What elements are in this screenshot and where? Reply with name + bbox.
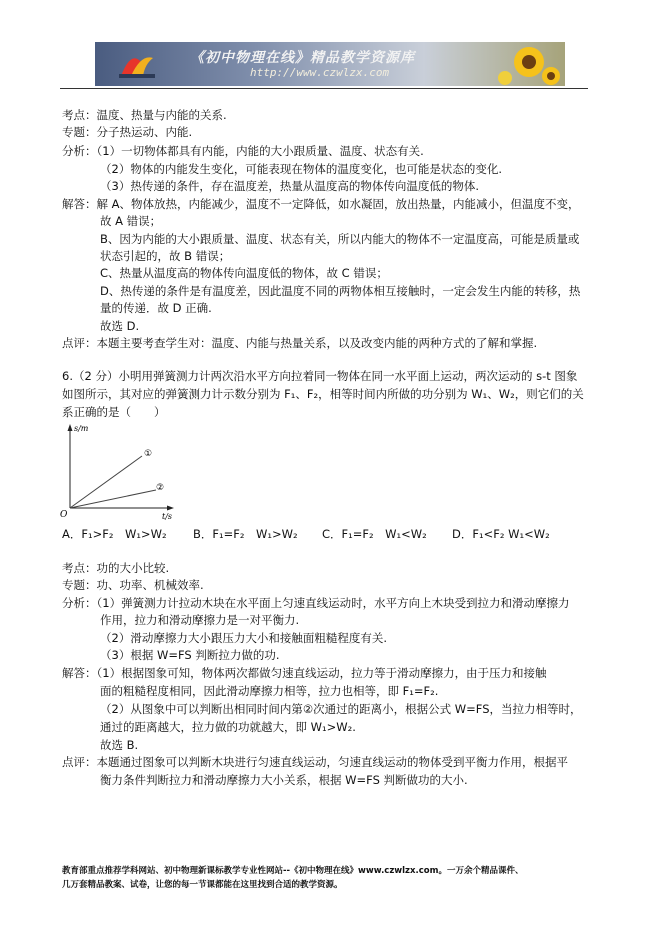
q6-dianping-1: 点评：本题通过图象可以判断木块进行匀速直线运动，匀速直线运动的物体受到平衡力作用，根据平 bbox=[62, 755, 568, 769]
q6-option-d: D．F₁<F₂ W₁<W₂ bbox=[452, 527, 550, 541]
q5-jieda-4: 状态引起的，故 B 错误； bbox=[100, 249, 231, 263]
graph-y-label: s/m bbox=[74, 424, 89, 433]
q5-jieda-6: D、热传递的条件是有温度差，因此温度不同的两物体相互接触时，一定会发生内能的转移，热 bbox=[100, 284, 581, 298]
q5-dianping: 点评：本题主要考查学生对：温度、内能与热量关系，以及改变内能的两种方式的了解和掌握. bbox=[62, 336, 538, 350]
q6-fenxi-4: （3）根据 W=FS 判断拉力做的功. bbox=[100, 648, 280, 662]
q6-jieda-3: （2）从图象中可以判断出相同时间内第②次通过的距离小，根据公式 W=FS，当拉力相等时， bbox=[100, 702, 582, 716]
banner-url: http://www.czwlzx.com bbox=[250, 66, 390, 79]
graph-x-label: t/s bbox=[162, 512, 173, 520]
q6-option-c: C．F₁=F₂ W₁<W₂ bbox=[322, 527, 427, 541]
st-graph bbox=[58, 420, 178, 520]
q5-zhuanti: 专题：分子热运动、内能. bbox=[62, 125, 193, 139]
q5-fenxi-2: （2）物体的内能发生变化，可能表现在物体的温度变化，也可能是状态的变化. bbox=[100, 162, 502, 176]
q5-fenxi-1: 分析：（1）一切物体都具有内能，内能的大小跟质量、温度、状态有关. bbox=[62, 144, 424, 158]
q5-jieda-3: B、因为内能的大小跟质量、温度、状态有关，所以内能大的物体不一定温度高，可能是质量或 bbox=[100, 232, 580, 246]
q6-stem-1: 6.（2 分）小明用弹簧测力计两次沿水平方向拉着同一物体在同一水平面上运动，两次运动的 s-t 图象 bbox=[62, 369, 578, 383]
q6-fenxi-2: 作用，拉力和滑动摩擦力是一对平衡力. bbox=[100, 613, 300, 627]
graph-origin: O bbox=[60, 510, 68, 520]
header-divider bbox=[60, 88, 588, 89]
banner-title: 《初中物理在线》精品教学资源库 bbox=[190, 50, 415, 66]
q6-stem-2: 如图所示，其对应的弹簧测力计示数分别为 F₁、F₂，相等时间内所做的功分别为 W₁、W₂，则它们的关 bbox=[62, 387, 584, 401]
q5-jieda-8: 故选 D. bbox=[100, 319, 140, 333]
footer-line-1: 教育部重点推荐学科网站、初中物理新课标教学专业性网站--《初中物理在线》www.czwlzx.com。一万余个精品课件、 bbox=[62, 866, 524, 876]
q5-fenxi-3: （3）热传递的条件，存在温度差，热量从温度高的物体传向温度低的物体. bbox=[100, 179, 479, 193]
q6-jieda-2: 面的粗糙程度相同，因此滑动摩擦力相等，拉力也相等，即 F₁=F₂. bbox=[100, 684, 439, 698]
header-banner bbox=[95, 42, 565, 86]
q6-dianping-2: 衡力条件判断拉力和滑动摩擦力大小关系，根据 W=FS 判断做功的大小. bbox=[100, 773, 468, 787]
q5-jieda-5: C、热量从温度高的物体传向温度低的物体，故 C 错误； bbox=[100, 266, 388, 280]
q6-option-a: A．F₁>F₂ W₁>W₂ bbox=[62, 527, 167, 541]
q6-option-b: B．F₁=F₂ W₁>W₂ bbox=[193, 527, 298, 541]
q6-jieda-5: 故选 B. bbox=[100, 738, 139, 752]
site-logo-icon bbox=[117, 48, 157, 80]
q6-zhuanti: 专题：功、功率、机械效率. bbox=[62, 578, 204, 592]
q6-stem-3: 系正确的是（ ） bbox=[62, 405, 166, 419]
q5-jieda-7: 量的传递．故 D 正确. bbox=[100, 301, 212, 315]
q5-jieda-2: 故 A 错误； bbox=[100, 214, 162, 228]
graph-line-1-label: ① bbox=[144, 449, 153, 459]
q5-kaodian: 考点：温度、热量与内能的关系. bbox=[62, 108, 227, 122]
footer-line-2: 几万套精品教案、试卷，让您的每一节课都能在这里找到合适的教学资源。 bbox=[62, 880, 343, 890]
graph-line-2-label: ② bbox=[156, 483, 165, 493]
q6-fenxi-1: 分析：（1）弹簧测力计拉动木块在水平面上匀速直线运动时，水平方向上木块受到拉力和滑动摩擦力 bbox=[62, 596, 570, 610]
x-axis-arrow bbox=[167, 506, 174, 511]
q5-jieda-1: 解答：解 A、物体放热，内能减少，温度不一定降低，如水凝固，放出热量，内能减小，但温度不变， bbox=[62, 197, 580, 211]
y-axis-arrow bbox=[68, 424, 73, 431]
q6-kaodian: 考点：功的大小比较. bbox=[62, 561, 170, 575]
q6-jieda-1: 解答：（1）根据图象可知，物体两次都做匀速直线运动，拉力等于滑动摩擦力，由于压力和接触 bbox=[62, 666, 547, 680]
sunflower-icon bbox=[491, 42, 561, 86]
q6-fenxi-3: （2）滑动摩擦力大小跟压力大小和接触面粗糙程度有关. bbox=[100, 631, 387, 645]
q6-jieda-4: 通过的距离越大，拉力做的功就越大，即 W₁>W₂. bbox=[100, 720, 356, 734]
